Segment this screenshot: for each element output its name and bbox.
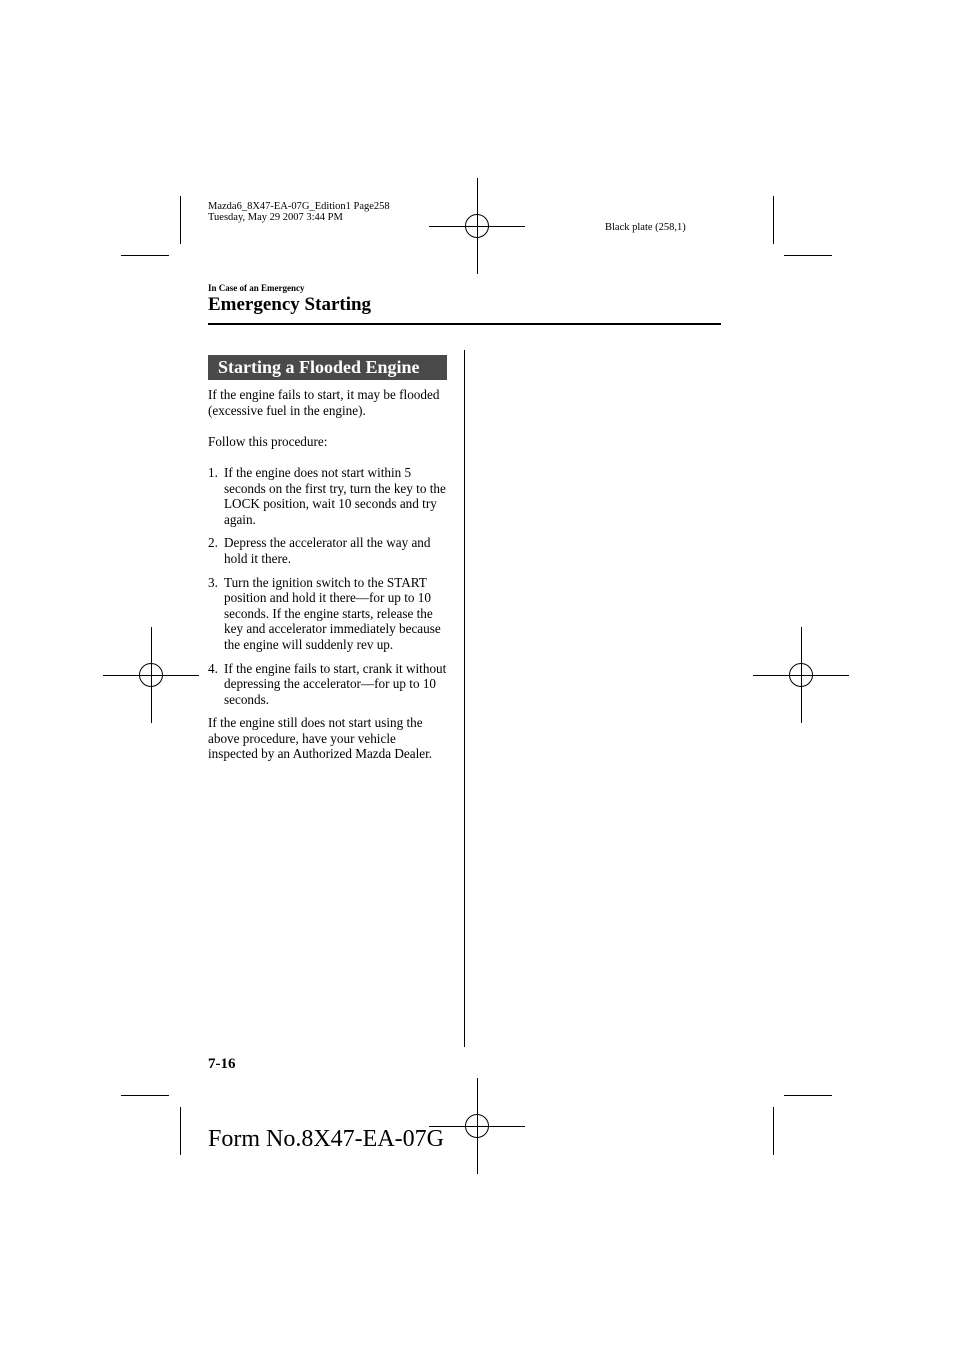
list-item (208, 575, 448, 653)
step-number: 1. (208, 464, 218, 480)
crop-mark (121, 1095, 169, 1096)
list-item (208, 465, 448, 527)
step-number: 4. (208, 660, 218, 676)
registration-mark-icon (103, 627, 199, 723)
list-item (208, 661, 448, 708)
form-number: Form No.8X47-EA-07G (208, 1126, 444, 1152)
step-text: If the engine fails to start, crank it without depressing the accelerator—for up to 10 seconds. (224, 660, 447, 707)
page-number: 7-16 (208, 1056, 236, 1072)
step-number: 3. (208, 574, 218, 590)
page-heading: Emergency Starting (208, 294, 372, 315)
subheading: Starting a Flooded Engine (208, 355, 447, 380)
closing-paragraph: If the engine still does not start using the above procedure, have your vehicle inspected by an Authorized Mazda Dealer. (208, 715, 433, 762)
print-date-line: Tuesday, May 29 2007 3:44 PM (208, 212, 343, 223)
step-text: Depress the accelerator all the way and hold it there. (224, 535, 431, 566)
column-divider (464, 350, 465, 1047)
plate-label: Black plate (258,1) (605, 222, 686, 233)
heading-rule (208, 323, 721, 325)
crop-mark (784, 255, 832, 256)
procedure-lead: Follow this procedure: (208, 433, 328, 449)
step-text: If the engine does not start within 5 seconds on the first try, turn the key to the LOCK position, wait 10 seconds and try again. (224, 464, 446, 527)
section-label: In Case of an Emergency (208, 283, 305, 293)
crop-mark (773, 196, 774, 244)
procedure-steps (208, 465, 448, 707)
crop-mark (180, 196, 181, 244)
crop-mark (180, 1107, 181, 1155)
body-text (208, 387, 448, 762)
list-item (208, 535, 448, 566)
crop-mark (121, 255, 169, 256)
step-number: 2. (208, 535, 218, 551)
registration-mark-icon (753, 627, 849, 723)
intro-paragraph: If the engine fails to start, it may be flooded (excessive fuel in the engine). (208, 387, 440, 418)
registration-mark-icon (429, 178, 525, 274)
step-text: Turn the ignition switch to the START position and hold it there—for up to 10 seconds. If the engine starts, release the key and accelerator immediately because the engine will suddenly rev up. (224, 574, 441, 652)
crop-mark (784, 1095, 832, 1096)
print-file-line: Mazda6_8X47-EA-07G_Edition1 Page258 (208, 201, 390, 212)
crop-mark (773, 1107, 774, 1155)
